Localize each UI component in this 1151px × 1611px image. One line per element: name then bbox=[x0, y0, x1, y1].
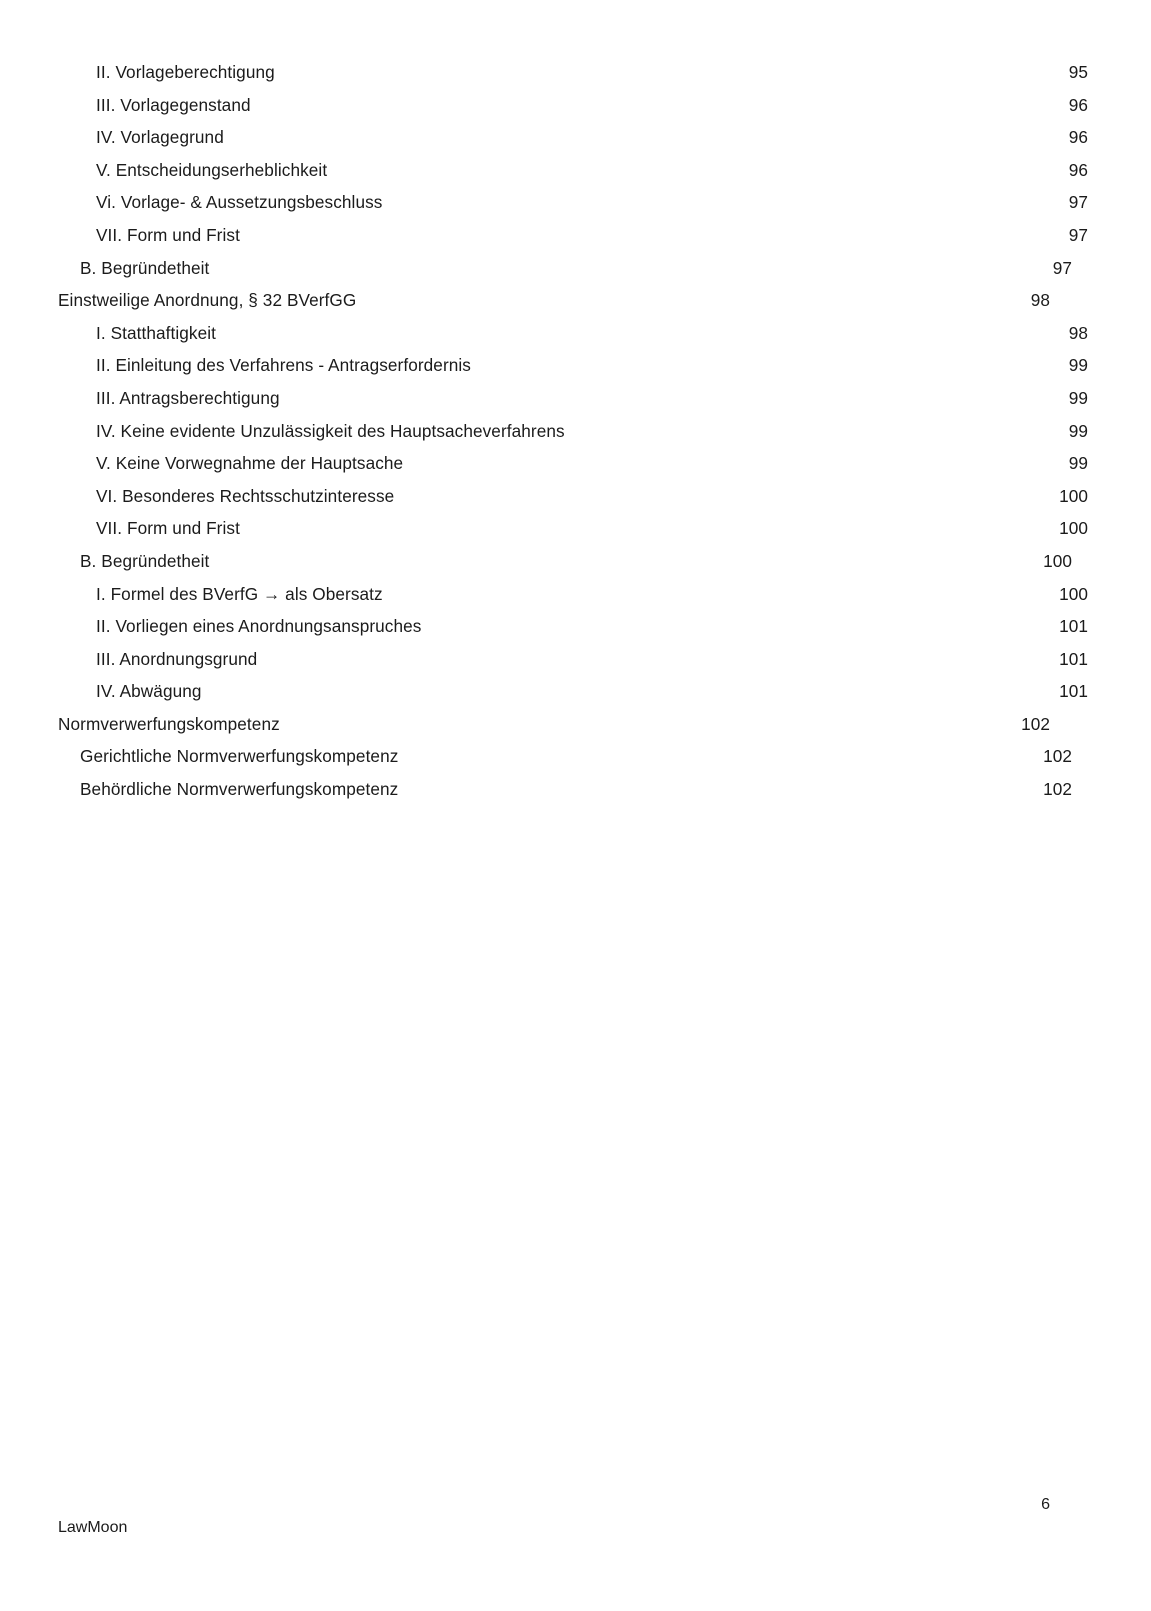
toc-entry-page-number: 102 bbox=[1021, 713, 1050, 734]
toc-dot-leader bbox=[245, 517, 1057, 534]
toc-dot-leader bbox=[262, 648, 1057, 665]
toc-entry-page-number: 97 bbox=[1052, 257, 1072, 278]
toc-entry-label: VI. Besonderes Rechtsschutzinteresse bbox=[96, 485, 395, 506]
toc-entry[interactable] bbox=[58, 773, 1072, 806]
toc-entry[interactable] bbox=[58, 447, 1088, 480]
toc-dot-leader bbox=[332, 159, 1067, 176]
toc-dot-leader bbox=[202, 680, 1058, 697]
toc-entry-page-number: 100 bbox=[1043, 550, 1072, 571]
toc-entry[interactable] bbox=[58, 252, 1072, 285]
toc-entry-page-number: 96 bbox=[1068, 94, 1088, 115]
toc-dot-leader bbox=[570, 419, 1067, 436]
toc-entry-label: I. Formel des BVerfG → als Obersatz bbox=[96, 583, 383, 604]
footer-brand: LawMoon bbox=[58, 1519, 128, 1536]
table-of-contents bbox=[58, 56, 1088, 806]
toc-entry-label: IV. Vorlagegrund bbox=[96, 127, 224, 148]
toc-entry-page-number: 99 bbox=[1068, 453, 1088, 474]
toc-entry-label: B. Begründetheit bbox=[80, 257, 210, 278]
toc-entry[interactable] bbox=[58, 610, 1088, 643]
toc-entry[interactable] bbox=[58, 675, 1088, 708]
toc-entry[interactable] bbox=[58, 708, 1050, 741]
toc-dot-leader bbox=[408, 452, 1067, 469]
toc-dot-leader bbox=[214, 550, 1041, 567]
toc-entry[interactable] bbox=[58, 480, 1088, 513]
toc-entry-page-number: 98 bbox=[1068, 322, 1088, 343]
toc-entry-page-number: 99 bbox=[1068, 355, 1088, 376]
toc-entry[interactable] bbox=[58, 121, 1088, 154]
toc-dot-leader bbox=[285, 713, 1019, 730]
toc-entry-page-number: 99 bbox=[1068, 387, 1088, 408]
toc-entry[interactable] bbox=[58, 643, 1088, 676]
toc-entry-page-number: 98 bbox=[1030, 290, 1050, 311]
toc-entry[interactable] bbox=[58, 284, 1050, 317]
toc-entry-label: III. Anordnungsgrund bbox=[96, 648, 258, 669]
toc-entry-label: II. Vorliegen eines Anordnungsanspruches bbox=[96, 616, 422, 637]
toc-entry-page-number: 102 bbox=[1043, 746, 1072, 767]
toc-entry-label: B. Begründetheit bbox=[80, 550, 210, 571]
toc-entry-page-number: 101 bbox=[1059, 648, 1088, 669]
toc-entry-label: Behördliche Normverwerfungskompetenz bbox=[80, 779, 399, 800]
toc-entry[interactable] bbox=[58, 349, 1088, 382]
toc-dot-leader bbox=[245, 224, 1067, 241]
toc-entry-label: V. Entscheidungserheblichkeit bbox=[96, 159, 328, 180]
toc-entry[interactable] bbox=[58, 545, 1072, 578]
toc-entry-label: II. Vorlageberechtigung bbox=[96, 62, 275, 82]
footer-page-number: 6 bbox=[1041, 1496, 1050, 1513]
toc-dot-leader bbox=[403, 778, 1041, 795]
toc-entry-page-number: 97 bbox=[1068, 192, 1088, 213]
toc-dot-leader bbox=[476, 354, 1067, 371]
toc-entry-page-number: 96 bbox=[1068, 127, 1088, 148]
toc-entry-label: III. Antragsberechtigung bbox=[96, 387, 280, 408]
toc-entry[interactable] bbox=[58, 186, 1088, 219]
toc-entry-label: VII. Form und Frist bbox=[96, 518, 240, 539]
toc-entry-page-number: 102 bbox=[1043, 779, 1072, 800]
toc-entry[interactable] bbox=[58, 317, 1088, 350]
toc-entry-label: V. Keine Vorwegnahme der Hauptsache bbox=[96, 453, 404, 474]
toc-dot-leader bbox=[387, 191, 1066, 208]
toc-entry-page-number: 100 bbox=[1059, 583, 1088, 604]
toc-entry-label: II. Einleitung des Verfahrens - Antragserfordernis bbox=[96, 355, 471, 376]
toc-entry-page-number: 95 bbox=[1068, 62, 1088, 82]
toc-entry-label: VII. Form und Frist bbox=[96, 224, 240, 245]
toc-entry-label: Normverwerfungskompetenz bbox=[58, 713, 280, 734]
toc-entry[interactable] bbox=[58, 382, 1088, 415]
toc-dot-leader bbox=[256, 93, 1067, 110]
toc-entry-page-number: 100 bbox=[1059, 485, 1088, 506]
toc-entry[interactable] bbox=[58, 154, 1088, 187]
toc-entry[interactable] bbox=[58, 740, 1072, 773]
toc-entry-page-number: 96 bbox=[1068, 159, 1088, 180]
toc-entry-label: IV. Keine evidente Unzulässigkeit des Hauptsacheverfahrens bbox=[96, 420, 565, 441]
toc-entry-label: Gerichtliche Normverwerfungskompetenz bbox=[80, 746, 399, 767]
toc-entry-page-number: 99 bbox=[1068, 420, 1088, 441]
toc-dot-leader bbox=[229, 126, 1067, 143]
toc-entry[interactable] bbox=[58, 89, 1088, 122]
toc-dot-leader bbox=[388, 582, 1057, 599]
toc-dot-leader bbox=[361, 289, 1028, 306]
toc-entry-label: I. Statthaftigkeit bbox=[96, 322, 217, 343]
toc-entry-label: Vi. Vorlage- & Aussetzungsbeschluss bbox=[96, 192, 383, 213]
toc-entry[interactable] bbox=[58, 56, 1088, 89]
toc-entry-page-number: 101 bbox=[1059, 681, 1088, 702]
toc-entry[interactable] bbox=[58, 415, 1088, 448]
toc-entry[interactable] bbox=[58, 219, 1088, 252]
toc-dot-leader bbox=[221, 322, 1067, 339]
toc-entry-page-number: 100 bbox=[1059, 518, 1088, 539]
toc-entry-label: III. Vorlagegenstand bbox=[96, 94, 251, 115]
toc-dot-leader bbox=[280, 61, 1067, 78]
toc-entry-label: Einstweilige Anordnung, § 32 BVerfGG bbox=[58, 290, 357, 311]
toc-entry[interactable] bbox=[58, 512, 1088, 545]
toc-entry-label: IV. Abwägung bbox=[96, 681, 202, 702]
toc-dot-leader bbox=[403, 745, 1041, 762]
toc-dot-leader bbox=[285, 387, 1067, 404]
toc-entry-page-number: 97 bbox=[1068, 224, 1088, 245]
toc-dot-leader bbox=[426, 615, 1057, 632]
toc-dot-leader bbox=[394, 485, 1057, 502]
toc-dot-leader bbox=[214, 256, 1050, 273]
toc-entry[interactable] bbox=[58, 578, 1088, 611]
toc-entry-page-number: 101 bbox=[1059, 616, 1088, 637]
